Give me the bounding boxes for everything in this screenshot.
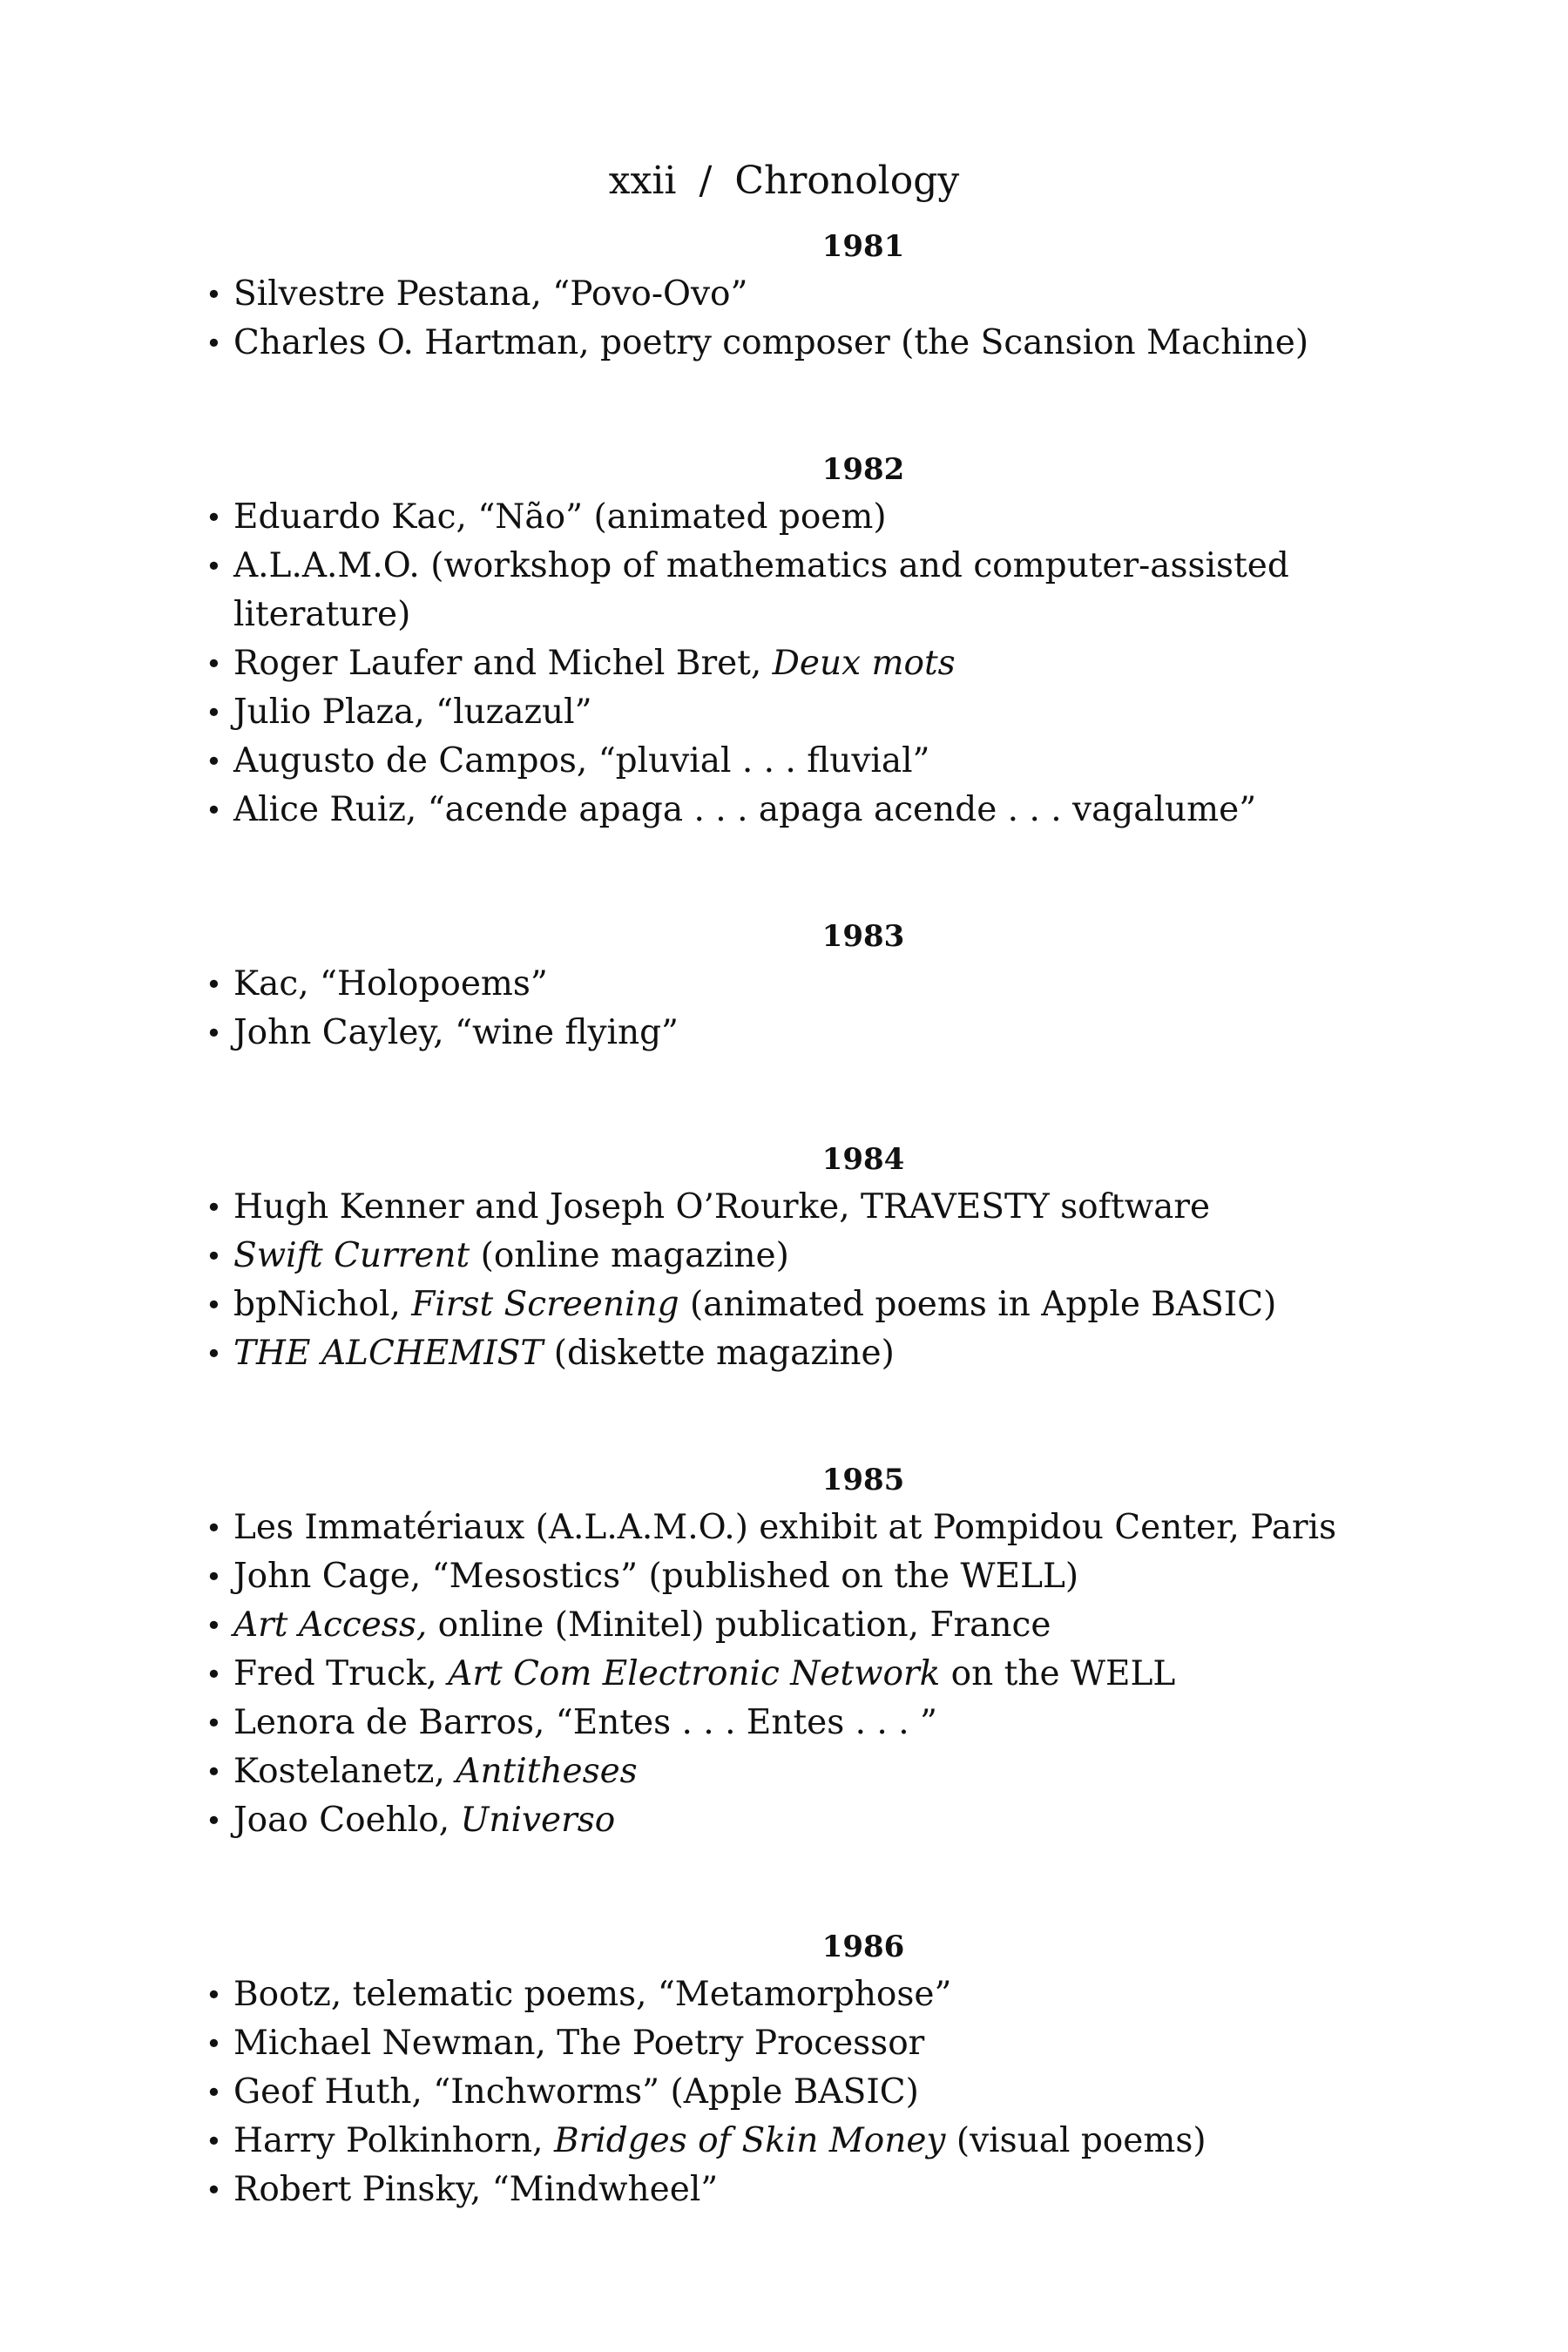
chronology-entry xyxy=(206,1747,1364,1796)
entry-text: John Cayley, “wine flying” xyxy=(233,1013,679,1052)
entry-text: John Cage, “Mesostics” (published on the WELL) xyxy=(233,1557,1079,1596)
entry-title-italic: THE ALCHEMIST xyxy=(233,1334,544,1373)
entry-list xyxy=(206,270,1364,368)
year-section-1984 xyxy=(206,1138,1364,1378)
bullet-icon: • xyxy=(206,1804,222,1837)
year-section-1981 xyxy=(206,225,1364,368)
bullet-icon: • xyxy=(206,327,222,360)
year-section-1983 xyxy=(206,915,1364,1058)
entry-title-italic: Universo xyxy=(460,1801,616,1840)
chronology-entry xyxy=(206,2068,1364,2117)
entry-text: (animated poems in Apple BASIC) xyxy=(679,1285,1277,1324)
chronology-entry xyxy=(206,1601,1364,1650)
entry-text: Hugh Kenner and Joseph O’Rourke, TRAVESTY software xyxy=(233,1187,1211,1227)
chronology-entry xyxy=(206,1970,1364,2019)
entry-text: Eduardo Kac, “Não” (animated poem) xyxy=(233,497,887,537)
chronology-entry xyxy=(206,1796,1364,1845)
entry-text: Kac, “Holopoems” xyxy=(233,964,548,1004)
chronology-entry xyxy=(206,270,1364,319)
entry-text: (online magazine) xyxy=(470,1236,789,1275)
year-section-1982 xyxy=(206,448,1364,835)
bullet-icon: • xyxy=(206,794,222,827)
entry-text: Kostelanetz, xyxy=(233,1752,456,1791)
entry-list xyxy=(206,1183,1364,1378)
entry-text: Bootz, telematic poems, “Metamorphose” xyxy=(233,1975,952,2014)
running-head-separator: / xyxy=(699,159,713,203)
bullet-icon: • xyxy=(206,968,222,1001)
bullet-icon: • xyxy=(206,1288,222,1321)
entry-title-italic: First Screening xyxy=(411,1285,679,1324)
chronology-entry xyxy=(206,1232,1364,1281)
entry-text: bpNichol, xyxy=(233,1285,412,1324)
year-heading: 1981 xyxy=(821,229,905,264)
bullet-icon: • xyxy=(206,2173,222,2207)
chronology-list xyxy=(206,225,1364,2295)
entry-text: Alice Ruiz, “acende apaga . . . apaga acende . . . vagalume” xyxy=(233,790,1257,829)
chronology-entry xyxy=(206,1552,1364,1601)
year-heading: 1984 xyxy=(821,1142,905,1177)
chronology-entry xyxy=(206,960,1364,1009)
bullet-icon: • xyxy=(206,1017,222,1050)
bullet-icon: • xyxy=(206,2125,222,2158)
section-title: Chronology xyxy=(734,159,960,203)
entry-text: Joao Coehlo, xyxy=(233,1801,461,1840)
entry-text: Fred Truck, xyxy=(233,1654,449,1693)
bullet-icon: • xyxy=(206,1337,222,1370)
bullet-icon: • xyxy=(206,1191,222,1224)
chronology-entry xyxy=(206,1650,1364,1699)
bullet-icon: • xyxy=(206,647,222,680)
entry-text: Les Immatériaux (A.L.A.M.O.) exhibit at Pompidou Center, Paris xyxy=(233,1508,1337,1547)
chronology-entry xyxy=(206,786,1364,835)
page-number: xxii xyxy=(608,159,677,203)
entry-title-italic: Deux mots xyxy=(772,644,956,683)
entry-text: online (Minitel) publication, France xyxy=(427,1605,1051,1645)
bullet-icon: • xyxy=(206,1240,222,1273)
bullet-icon: • xyxy=(206,2027,222,2060)
bullet-icon: • xyxy=(206,1707,222,1740)
year-heading: 1985 xyxy=(821,1463,905,1497)
entry-list xyxy=(206,493,1364,835)
year-heading: 1986 xyxy=(821,1930,905,1964)
entry-text: Roger Laufer and Michel Bret, xyxy=(233,644,773,683)
entry-text: Robert Pinsky, “Mindwheel” xyxy=(233,2170,719,2209)
entry-text: Charles O. Hartman, poetry composer (the Scansion Machine) xyxy=(233,323,1309,362)
bullet-icon: • xyxy=(206,1978,222,2011)
entry-title-italic: Art Access, xyxy=(233,1605,428,1645)
entry-list xyxy=(206,960,1364,1058)
entry-title-italic: Art Com Electronic Network xyxy=(448,1654,941,1693)
entry-text: Lenora de Barros, “Entes . . . Entes . . . ” xyxy=(233,1703,937,1742)
entry-title-italic: Antitheses xyxy=(456,1752,638,1791)
chronology-entry xyxy=(206,1699,1364,1747)
year-section-1985 xyxy=(206,1458,1364,1845)
bullet-icon: • xyxy=(206,550,222,583)
entry-title-italic: Swift Current xyxy=(233,1236,470,1275)
chronology-entry xyxy=(206,493,1364,542)
entry-text: (visual poems) xyxy=(945,2121,1206,2160)
entry-text: Harry Polkinhorn, xyxy=(233,2121,554,2160)
entry-text: A.L.A.M.O. (workshop of mathematics and computer-assisted literature) xyxy=(233,546,1289,634)
bullet-icon: • xyxy=(206,696,222,729)
chronology-entry xyxy=(206,1183,1364,1232)
entry-list xyxy=(206,1970,1364,2214)
chronology-entry xyxy=(206,319,1364,368)
bullet-icon: • xyxy=(206,1658,222,1691)
chronology-entry xyxy=(206,639,1364,688)
chronology-entry xyxy=(206,688,1364,737)
bullet-icon: • xyxy=(206,1560,222,1593)
entry-title-italic: Bridges of Skin Money xyxy=(553,2121,946,2160)
chronology-entry xyxy=(206,1329,1364,1378)
running-head xyxy=(0,155,1568,207)
bullet-icon: • xyxy=(206,501,222,534)
chronology-entry xyxy=(206,737,1364,786)
entry-text: Michael Newman, The Poetry Processor xyxy=(233,2024,925,2063)
bullet-icon: • xyxy=(206,745,222,778)
bullet-icon: • xyxy=(206,278,222,311)
entry-text: Silvestre Pestana, “Povo-Ovo” xyxy=(233,274,748,314)
year-heading: 1983 xyxy=(821,919,905,954)
chronology-entry xyxy=(206,1504,1364,1552)
chronology-entry xyxy=(206,2166,1364,2214)
entry-text: Augusto de Campos, “pluvial . . . fluvial” xyxy=(233,741,930,781)
bullet-icon: • xyxy=(206,1609,222,1642)
chronology-entry xyxy=(206,542,1364,639)
entry-text: (diskette magazine) xyxy=(543,1334,895,1373)
entry-text: Geof Huth, “Inchworms” (Apple BASIC) xyxy=(233,2072,919,2112)
chronology-entry xyxy=(206,2117,1364,2166)
bullet-icon: • xyxy=(206,1755,222,1788)
year-section-1986 xyxy=(206,1925,1364,2214)
bullet-icon: • xyxy=(206,2076,222,2109)
chronology-entry xyxy=(206,1281,1364,1329)
year-heading: 1982 xyxy=(821,452,905,487)
chronology-entry xyxy=(206,1009,1364,1058)
entry-text: Julio Plaza, “luzazul” xyxy=(233,693,592,732)
entry-text: on the WELL xyxy=(940,1654,1176,1693)
bullet-icon: • xyxy=(206,1511,222,1544)
entry-list xyxy=(206,1504,1364,1845)
chronology-entry xyxy=(206,2019,1364,2068)
